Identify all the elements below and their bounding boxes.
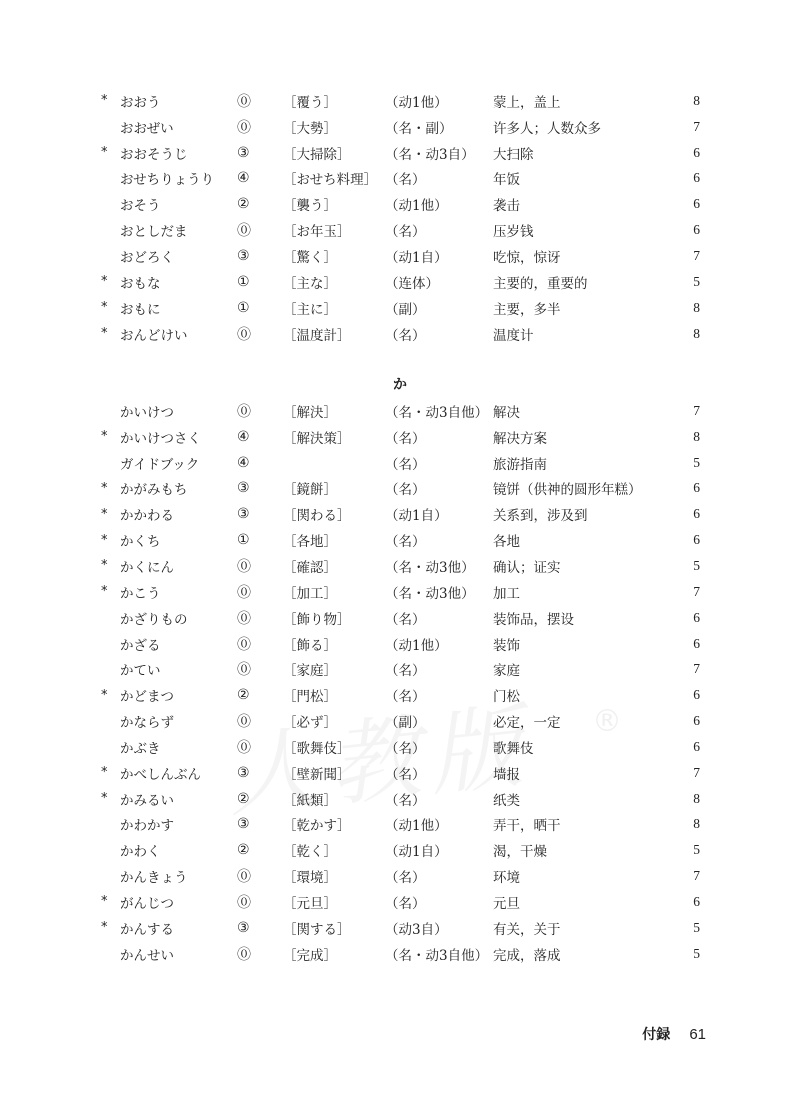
vocab-entry — [100, 760, 700, 786]
part-of-speech: （名） — [385, 611, 426, 628]
entry-kanji: ［主な］ — [283, 275, 337, 292]
entry-reading: かがみもち — [120, 482, 188, 499]
part-of-speech: （名・动3他） — [385, 585, 475, 602]
entry-reading: かざりもの — [120, 611, 188, 628]
part-of-speech: （名・动3他） — [385, 559, 475, 576]
entry-reading: かくち — [120, 534, 161, 551]
new-word-mark: * — [101, 145, 108, 161]
part-of-speech: （副） — [385, 715, 426, 732]
entry-kanji: ［覆う］ — [283, 94, 337, 111]
part-of-speech: （名） — [385, 663, 426, 680]
part-of-speech: （名・副） — [385, 120, 453, 137]
accent-number: ⓪ — [237, 714, 251, 731]
entry-kanji: ［必ず］ — [283, 715, 337, 732]
chinese-gloss: 蒙上，盖上 — [493, 94, 561, 111]
new-word-mark: * — [101, 920, 108, 936]
accent-number: ⓪ — [237, 636, 251, 653]
vocab-entry — [100, 605, 700, 631]
entry-reading: ガイドブック — [120, 456, 200, 473]
vocab-entry — [100, 269, 700, 295]
new-word-mark: * — [101, 326, 108, 342]
chinese-gloss: 解决 — [493, 404, 520, 421]
vocab-entry — [100, 553, 700, 579]
lesson-number: 6 — [693, 532, 700, 548]
accent-number: ⓪ — [237, 403, 251, 420]
accent-number: ② — [237, 790, 250, 807]
vocab-entry — [100, 579, 700, 605]
part-of-speech: （名） — [385, 534, 426, 551]
entry-kanji: ［飾り物］ — [283, 611, 351, 628]
lesson-number: 8 — [693, 299, 700, 315]
entry-reading: おもな — [120, 275, 161, 292]
entry-reading: おもに — [120, 301, 161, 318]
vocab-entry — [100, 217, 700, 243]
lesson-number: 6 — [693, 506, 700, 522]
entry-kanji: ［関する］ — [283, 921, 351, 938]
part-of-speech: （名） — [385, 430, 426, 447]
new-word-mark: * — [101, 558, 108, 574]
accent-number: ⓪ — [237, 584, 251, 601]
accent-number: ⓪ — [237, 326, 251, 343]
chinese-gloss: 墙报 — [493, 766, 520, 783]
lesson-number: 8 — [693, 428, 700, 444]
chinese-gloss: 装饰品，摆设 — [493, 611, 574, 628]
entry-reading: おそう — [120, 198, 161, 215]
entry-kanji: ［大勢］ — [283, 120, 337, 137]
entry-reading: かてい — [120, 663, 161, 680]
vocab-entry — [100, 476, 700, 502]
new-word-mark: * — [101, 894, 108, 910]
part-of-speech: （名） — [385, 224, 426, 241]
vocab-list-o — [100, 88, 700, 346]
lesson-number: 8 — [693, 325, 700, 341]
lesson-number: 6 — [693, 738, 700, 754]
entry-kanji: ［温度計］ — [283, 327, 351, 344]
accent-number: ② — [237, 196, 250, 213]
part-of-speech: （名） — [385, 895, 426, 912]
entry-kanji: ［乾かす］ — [283, 818, 351, 835]
chinese-gloss: 主要，多半 — [493, 301, 561, 318]
lesson-number: 7 — [693, 402, 700, 418]
chinese-gloss: 确认；证实 — [493, 559, 561, 576]
vocab-entry — [100, 424, 700, 450]
accent-number: ① — [237, 273, 250, 290]
chinese-gloss: 主要的，重要的 — [493, 275, 588, 292]
vocab-entry — [100, 631, 700, 657]
entry-reading: かいけつ — [120, 404, 174, 421]
part-of-speech: （名・动3自他） — [385, 404, 489, 421]
new-word-mark: * — [101, 532, 108, 548]
entry-reading: おおう — [120, 94, 161, 111]
part-of-speech: （动1他） — [385, 818, 448, 835]
lesson-number: 6 — [693, 222, 700, 238]
vocab-entry — [100, 140, 700, 166]
part-of-speech: （名・动3自） — [385, 146, 475, 163]
entry-kanji: ［関わる］ — [283, 508, 351, 525]
entry-kanji: ［解決］ — [283, 404, 337, 421]
entry-kanji: ［襲う］ — [283, 198, 337, 215]
section-heading: か — [393, 377, 407, 393]
entry-kanji: ［確認］ — [283, 559, 337, 576]
lesson-number: 7 — [693, 764, 700, 780]
chinese-gloss: 年饭 — [493, 172, 520, 189]
entry-kanji: ［大掃除］ — [283, 146, 351, 163]
lesson-number: 6 — [693, 144, 700, 160]
entry-kanji: ［主に］ — [283, 301, 337, 318]
accent-number: ⓪ — [237, 946, 251, 963]
part-of-speech: （名） — [385, 327, 426, 344]
chinese-gloss: 家庭 — [493, 663, 520, 680]
lesson-number: 8 — [693, 790, 700, 806]
entry-kanji: ［各地］ — [283, 534, 337, 551]
accent-number: ⓪ — [237, 93, 251, 110]
lesson-number: 7 — [693, 661, 700, 677]
vocab-entry — [100, 166, 700, 192]
chinese-gloss: 环境 — [493, 870, 520, 887]
accent-number: ③ — [237, 919, 250, 936]
accent-number: ③ — [237, 506, 250, 523]
entry-kanji: ［おせち料理］ — [283, 172, 378, 189]
part-of-speech: （名） — [385, 172, 426, 189]
vocab-entry — [100, 837, 700, 863]
vocab-entry — [100, 398, 700, 424]
entry-reading: おおそうじ — [120, 146, 188, 163]
entry-kanji: ［家庭］ — [283, 663, 337, 680]
entry-reading: かわかす — [120, 818, 174, 835]
part-of-speech: （连体） — [385, 275, 439, 292]
entry-reading: かいけつさく — [120, 430, 201, 447]
entry-reading: がんじつ — [120, 895, 174, 912]
entry-reading: かこう — [120, 585, 161, 602]
lesson-number: 5 — [693, 842, 700, 858]
new-word-mark: * — [101, 765, 108, 781]
part-of-speech: （名） — [385, 766, 426, 783]
accent-number: ⓪ — [237, 869, 251, 886]
chinese-gloss: 加工 — [493, 585, 520, 602]
entry-reading: おどろく — [120, 249, 174, 266]
new-word-mark: * — [101, 300, 108, 316]
part-of-speech: （名） — [385, 482, 426, 499]
entry-reading: おとしだま — [120, 224, 188, 241]
entry-reading: おせちりょうり — [120, 172, 215, 189]
accent-number: ⓪ — [237, 223, 251, 240]
accent-number: ④ — [237, 454, 250, 471]
vocab-entry — [100, 527, 700, 553]
entry-kanji: ［飾る］ — [283, 637, 337, 654]
vocab-entry — [100, 321, 700, 347]
part-of-speech: （名・动3自他） — [385, 947, 489, 964]
entry-reading: かんせい — [120, 947, 174, 964]
accent-number: ③ — [237, 480, 250, 497]
entry-kanji: ［加工］ — [283, 585, 337, 602]
lesson-number: 6 — [693, 713, 700, 729]
entry-kanji: ［環境］ — [283, 870, 337, 887]
entry-reading: おおぜい — [120, 120, 174, 137]
accent-number: ④ — [237, 428, 250, 445]
part-of-speech: （动1自） — [385, 249, 448, 266]
page-footer — [642, 1022, 706, 1046]
vocab-entry — [100, 786, 700, 812]
vocab-entry — [100, 243, 700, 269]
accent-number: ⓪ — [237, 894, 251, 911]
lesson-number: 5 — [693, 557, 700, 573]
lesson-number: 6 — [693, 170, 700, 186]
lesson-number: 6 — [693, 609, 700, 625]
new-word-mark: * — [101, 506, 108, 522]
lesson-number: 6 — [693, 635, 700, 651]
part-of-speech: （动1自） — [385, 844, 448, 861]
lesson-number: 5 — [693, 454, 700, 470]
entry-reading: かかわる — [120, 508, 174, 525]
entry-kanji: ［完成］ — [283, 947, 337, 964]
chinese-gloss: 解决方案 — [493, 430, 547, 447]
entry-reading: おんどけい — [120, 327, 188, 344]
chinese-gloss: 压岁钱 — [493, 224, 534, 241]
accent-number: ⓪ — [237, 662, 251, 679]
accent-number: ⓪ — [237, 610, 251, 627]
entry-reading: かならず — [120, 715, 174, 732]
part-of-speech: （名） — [385, 792, 426, 809]
lesson-number: 7 — [693, 868, 700, 884]
new-word-mark: * — [101, 274, 108, 290]
vocab-entry — [100, 915, 700, 941]
lesson-number: 6 — [693, 196, 700, 212]
vocab-entry — [100, 682, 700, 708]
entry-reading: かんする — [120, 921, 174, 938]
vocab-entry — [100, 191, 700, 217]
entry-reading: かぶき — [120, 740, 161, 757]
vocab-entry — [100, 501, 700, 527]
chinese-gloss: 渴，干燥 — [493, 844, 547, 861]
page-number: 61 — [689, 1026, 706, 1043]
entry-kanji: ［鏡餅］ — [283, 482, 337, 499]
chinese-gloss: 关系到，涉及到 — [493, 508, 588, 525]
vocab-entry — [100, 941, 700, 967]
chinese-gloss: 完成，落成 — [493, 947, 561, 964]
accent-number: ③ — [237, 247, 250, 264]
lesson-number: 6 — [693, 893, 700, 909]
accent-number: ② — [237, 842, 250, 859]
entry-reading: かべしんぶん — [120, 766, 201, 783]
lesson-number: 8 — [693, 816, 700, 832]
vocab-entry — [100, 114, 700, 140]
accent-number: ① — [237, 299, 250, 316]
part-of-speech: （动1他） — [385, 637, 448, 654]
lesson-number: 5 — [693, 945, 700, 961]
vocab-entry — [100, 656, 700, 682]
accent-number: ③ — [237, 816, 250, 833]
registered-mark: ® — [592, 704, 622, 739]
new-word-mark: * — [101, 584, 108, 600]
part-of-speech: （动1他） — [385, 94, 448, 111]
new-word-mark: * — [101, 480, 108, 496]
entry-reading: かわく — [120, 844, 161, 861]
chinese-gloss: 镜饼（供神的圆形年糕） — [493, 482, 642, 499]
chinese-gloss: 袭击 — [493, 198, 520, 215]
part-of-speech: （名） — [385, 456, 426, 473]
vocab-entry — [100, 734, 700, 760]
vocab-entry — [100, 295, 700, 321]
part-of-speech: （动1他） — [385, 198, 448, 215]
vocab-entry — [100, 889, 700, 915]
new-word-mark: * — [101, 93, 108, 109]
vocab-list-ka — [100, 398, 700, 967]
vocab-entry — [100, 450, 700, 476]
chinese-gloss: 各地 — [493, 534, 520, 551]
entry-kanji: ［歌舞伎］ — [283, 740, 351, 757]
appendix-label: 付録 — [642, 1027, 671, 1043]
chinese-gloss: 门松 — [493, 689, 520, 706]
accent-number: ③ — [237, 764, 250, 781]
lesson-number: 6 — [693, 480, 700, 496]
lesson-number: 5 — [693, 273, 700, 289]
entry-reading: かくにん — [120, 559, 174, 576]
part-of-speech: （动1自） — [385, 508, 448, 525]
chinese-gloss: 大扫除 — [493, 146, 534, 163]
accent-number: ③ — [237, 144, 250, 161]
vocab-entry — [100, 812, 700, 838]
entry-kanji: ［壁新聞］ — [283, 766, 351, 783]
accent-number: ⓪ — [237, 739, 251, 756]
chinese-gloss: 旅游指南 — [493, 456, 547, 473]
entry-reading: かざる — [120, 637, 161, 654]
chinese-gloss: 有关，关于 — [493, 921, 561, 938]
accent-number: ⓪ — [237, 119, 251, 136]
new-word-mark: * — [101, 429, 108, 445]
chinese-gloss: 温度计 — [493, 327, 534, 344]
accent-number: ④ — [237, 170, 250, 187]
chinese-gloss: 元旦 — [493, 895, 520, 912]
entry-kanji: ［解決策］ — [283, 430, 351, 447]
chinese-gloss: 纸类 — [493, 792, 520, 809]
entry-reading: かどまつ — [120, 689, 174, 706]
lesson-number: 6 — [693, 687, 700, 703]
accent-number: ① — [237, 532, 250, 549]
new-word-mark: * — [101, 687, 108, 703]
entry-kanji: ［門松］ — [283, 689, 337, 706]
part-of-speech: （动3自） — [385, 921, 448, 938]
lesson-number: 5 — [693, 919, 700, 935]
chinese-gloss: 许多人；人数众多 — [493, 120, 601, 137]
chinese-gloss: 吃惊，惊讶 — [493, 249, 561, 266]
part-of-speech: （名） — [385, 740, 426, 757]
lesson-number: 8 — [693, 92, 700, 108]
accent-number: ② — [237, 687, 250, 704]
entry-kanji: ［元旦］ — [283, 895, 337, 912]
part-of-speech: （名） — [385, 870, 426, 887]
entry-kanji: ［紙類］ — [283, 792, 337, 809]
new-word-mark: * — [101, 791, 108, 807]
accent-number: ⓪ — [237, 558, 251, 575]
vocab-entry — [100, 863, 700, 889]
entry-kanji: ［驚く］ — [283, 249, 337, 266]
lesson-number: 7 — [693, 247, 700, 263]
entry-kanji: ［お年玉］ — [283, 224, 351, 241]
chinese-gloss: 歌舞伎 — [493, 740, 534, 757]
entry-reading: かみるい — [120, 792, 174, 809]
part-of-speech: （副） — [385, 301, 426, 318]
lesson-number: 7 — [693, 583, 700, 599]
entry-kanji: ［乾く］ — [283, 844, 337, 861]
chinese-gloss: 弄干，晒干 — [493, 818, 561, 835]
vocab-entry — [100, 708, 700, 734]
entry-reading: かんきょう — [120, 870, 188, 887]
vocab-entry — [100, 88, 700, 114]
lesson-number: 7 — [693, 118, 700, 134]
chinese-gloss: 装饰 — [493, 637, 520, 654]
chinese-gloss: 必定，一定 — [493, 715, 561, 732]
part-of-speech: （名） — [385, 689, 426, 706]
